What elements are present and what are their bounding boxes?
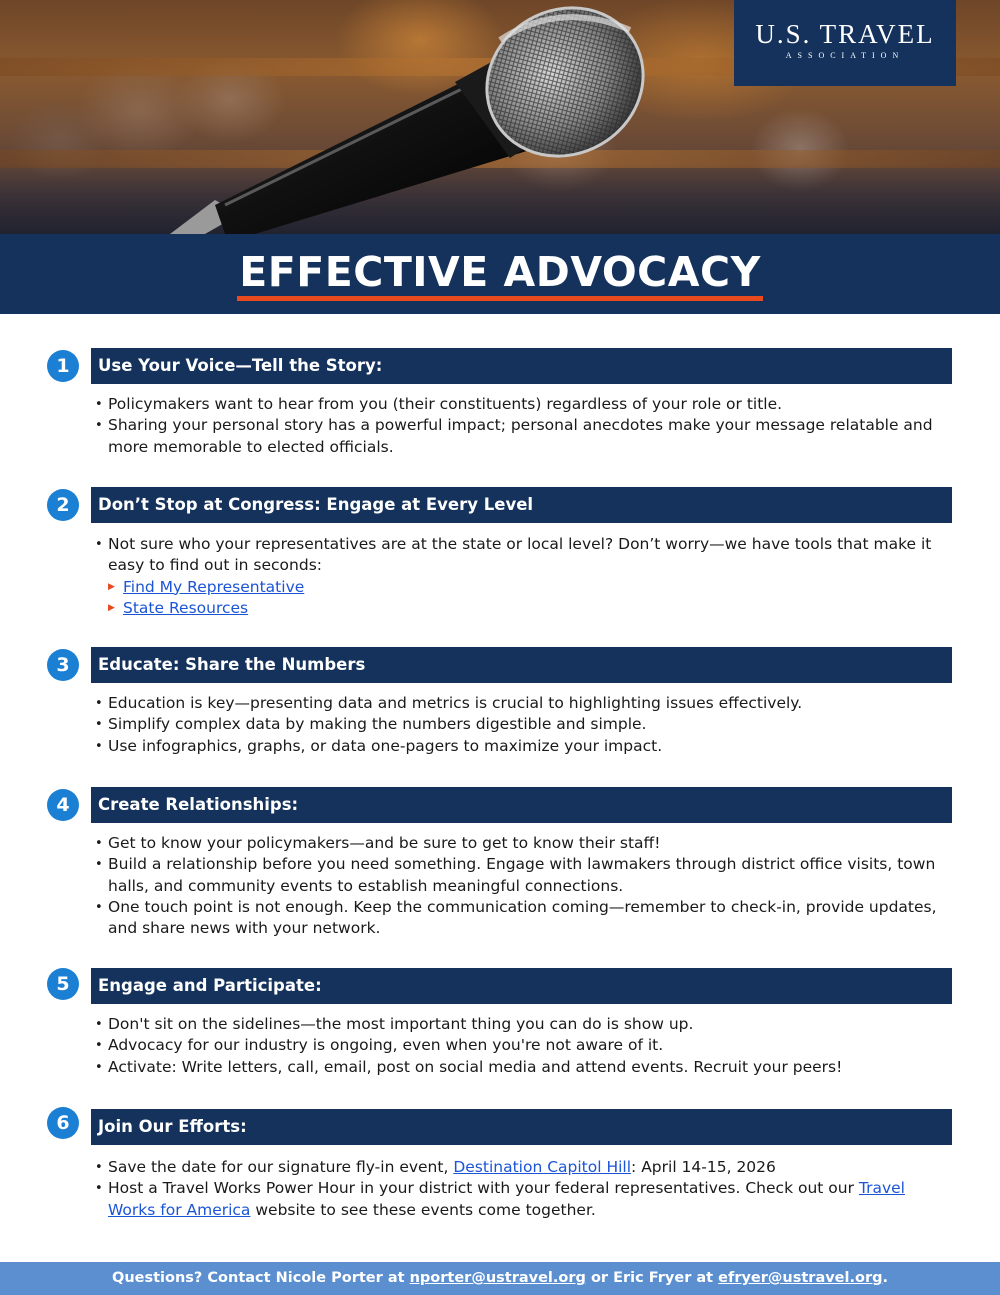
section-number-badge: 2 bbox=[47, 489, 79, 521]
list-item-text: Not sure who your representatives are at the state or local level? Don’t worry—we have tools that make it easy to find out in seconds: bbox=[108, 535, 932, 575]
efryer-email-link[interactable]: efryer@ustravel.org bbox=[718, 1270, 883, 1286]
list-item: • Get to know your policymakers—and be sure to get to know their staff! bbox=[93, 833, 953, 854]
bullet-list bbox=[93, 833, 953, 939]
list-item: • Build a relationship before you need something. Engage with lawmakers through district office visits, town halls, and community events to establish meaningful connections. bbox=[93, 854, 953, 897]
list-item-text: : April 14-15, 2026 bbox=[631, 1158, 776, 1176]
link-item bbox=[108, 577, 953, 598]
hero-photo bbox=[0, 0, 1000, 234]
footer-text: . bbox=[882, 1270, 888, 1286]
list-item: • Activate: Write letters, call, email, post on social media and attend events. Recruit your peers! bbox=[93, 1057, 953, 1078]
list-item: • Simplify complex data by making the numbers digestible and simple. bbox=[93, 714, 953, 735]
list-item: • Policymakers want to hear from you (their constituents) regardless of your role or title. bbox=[93, 394, 953, 415]
list-item: • Education is key—presenting data and metrics is crucial to highlighting issues effectively. bbox=[93, 693, 953, 714]
travel-works-for-america-link[interactable]: Travel Works for America bbox=[108, 1179, 905, 1219]
list-item bbox=[93, 1157, 953, 1178]
logo-subtitle: ASSOCIATION bbox=[785, 51, 905, 60]
list-item: • Use infographics, graphs, or data one-pagers to maximize your impact. bbox=[93, 736, 953, 757]
list-item-text: Save the date for our signature fly-in event, bbox=[108, 1158, 454, 1176]
nporter-email-link[interactable]: nporter@ustravel.org bbox=[409, 1270, 586, 1286]
contact-footer bbox=[0, 1262, 1000, 1295]
list-item: • Advocacy for our industry is ongoing, even when you're not aware of it. bbox=[93, 1035, 953, 1056]
section-number-badge: 6 bbox=[47, 1107, 79, 1139]
section-heading: Engage and Participate: bbox=[91, 968, 952, 1004]
bullet-list bbox=[93, 1157, 953, 1221]
section-number-badge: 1 bbox=[47, 350, 79, 382]
list-item: • Sharing your personal story has a powerful impact; personal anecdotes make your message relatable and more memorable to elected officials. bbox=[93, 415, 953, 458]
section-number-badge: 3 bbox=[47, 649, 79, 681]
link-list bbox=[108, 577, 953, 620]
bullet-list bbox=[93, 534, 953, 619]
find-my-representative-link[interactable]: Find My Representative bbox=[123, 577, 305, 596]
section-number-badge: 4 bbox=[47, 789, 79, 821]
section-heading: Educate: Share the Numbers bbox=[91, 647, 952, 683]
list-item-text: Host a Travel Works Power Hour in your district with your federal representatives. Check out our bbox=[108, 1179, 859, 1198]
list-item-text: website to see these events come together. bbox=[250, 1200, 596, 1219]
bullet-list bbox=[93, 1014, 953, 1078]
destination-capitol-hill-link[interactable]: Destination Capitol Hill bbox=[453, 1158, 632, 1176]
footer-text: Questions? Contact Nicole Porter at bbox=[112, 1270, 410, 1286]
us-travel-logo[interactable] bbox=[734, 0, 956, 86]
list-item: • Don't sit on the sidelines—the most important thing you can do is show up. bbox=[93, 1014, 953, 1035]
bullet-list bbox=[93, 693, 953, 757]
section-number-badge: 5 bbox=[47, 968, 79, 1000]
section-heading: Use Your Voice—Tell the Story: bbox=[91, 348, 952, 384]
list-item bbox=[93, 534, 953, 619]
page-title: EFFECTIVE ADVOCACY bbox=[237, 250, 763, 301]
section-heading: Don’t Stop at Congress: Engage at Every Level bbox=[91, 487, 952, 523]
state-resources-link[interactable]: State Resources bbox=[123, 598, 249, 617]
list-item bbox=[93, 1178, 953, 1221]
section-heading: Create Relationships: bbox=[91, 787, 952, 823]
footer-text: or Eric Fryer at bbox=[585, 1270, 719, 1286]
bullet-list bbox=[93, 394, 953, 458]
logo-wordmark: U.S. TRAVEL bbox=[755, 19, 935, 49]
title-banner bbox=[0, 234, 1000, 314]
section-heading: Join Our Efforts: bbox=[91, 1109, 952, 1145]
link-item bbox=[108, 598, 953, 619]
list-item: • One touch point is not enough. Keep the communication coming—remember to check-in, provide updates, and share news with your network. bbox=[93, 897, 953, 940]
